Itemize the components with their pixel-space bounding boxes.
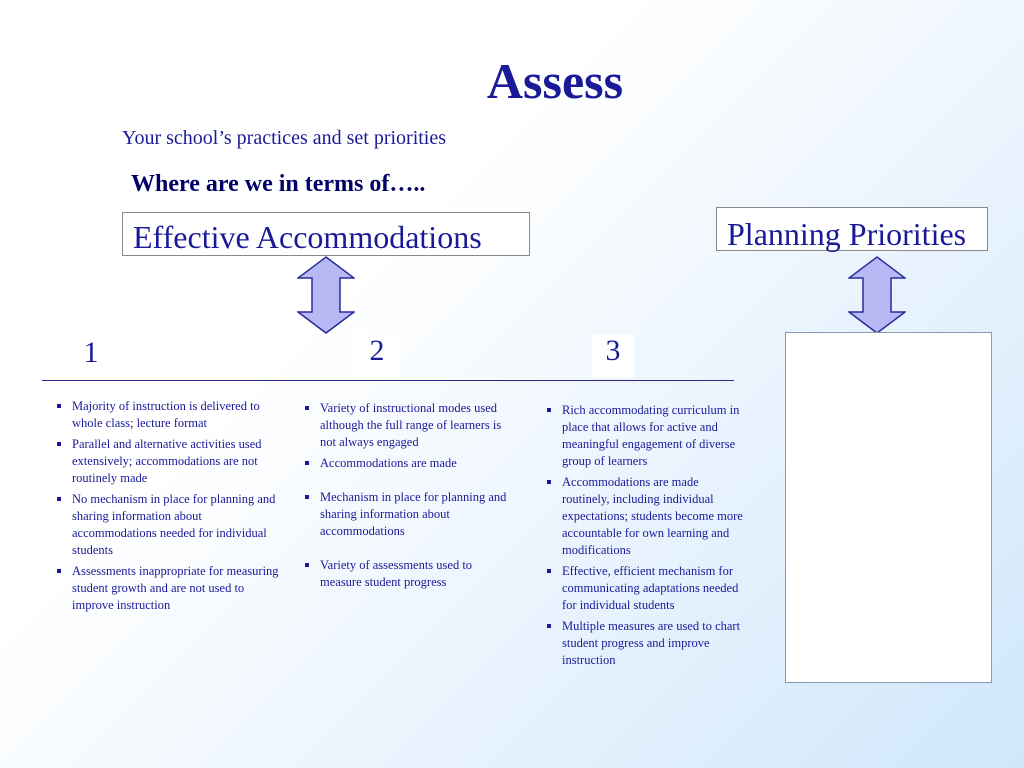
slide-subtitle: Your school’s practices and set priorities [122,127,447,149]
double-arrow-icon [297,256,355,334]
list-item: Mechanism in place for planning and sharing information about accommodations [302,489,514,540]
list-item: Multiple measures are used to chart student progress and improve instruction [544,618,744,669]
effective-accommodations-label: Effective Accommodations [122,212,530,256]
list-item: Parallel and alternative activities used extensively; accommodations are not routinely made [54,436,280,487]
list-item: Effective, efficient mechanism for communicating adaptations needed for individual students [544,563,744,614]
list-item: Majority of instruction is delivered to whole class; lecture format [54,398,280,432]
level-1-label: 1 [83,336,99,369]
planning-priorities-label: Planning Priorities [716,207,988,251]
guiding-question: Where are we in terms of….. [131,171,426,197]
level-1-list [54,398,280,614]
level-2-label: 2 [353,334,401,378]
list-item: Rich accommodating curriculum in place that allows for active and meaningful engagement of diverse group of learners [544,402,744,470]
list-item: Variety of instructional modes used although the full range of learners is not always engaged [302,400,514,451]
level-3-column [544,402,744,673]
level-2-list [302,400,514,591]
slide-title: Assess [486,53,624,109]
list-item: Variety of assessments used to measure student progress [302,557,514,591]
list-item: No mechanism in place for planning and sharing information about accommodations needed for individual students [54,491,280,559]
scale-divider [42,380,734,381]
level-3-label: 3 [592,334,634,378]
level-1-column [54,398,280,618]
level-3-list [544,402,744,669]
planning-priorities-panel[interactable] [785,332,992,683]
list-item: Accommodations are made routinely, including individual expectations; students become more accountable for own learning and modifications [544,474,744,559]
list-item: Accommodations are made [302,455,514,472]
level-2-column [302,400,514,595]
list-item: Assessments inappropriate for measuring student growth and are not used to improve instruction [54,563,280,614]
double-arrow-icon [848,256,906,334]
